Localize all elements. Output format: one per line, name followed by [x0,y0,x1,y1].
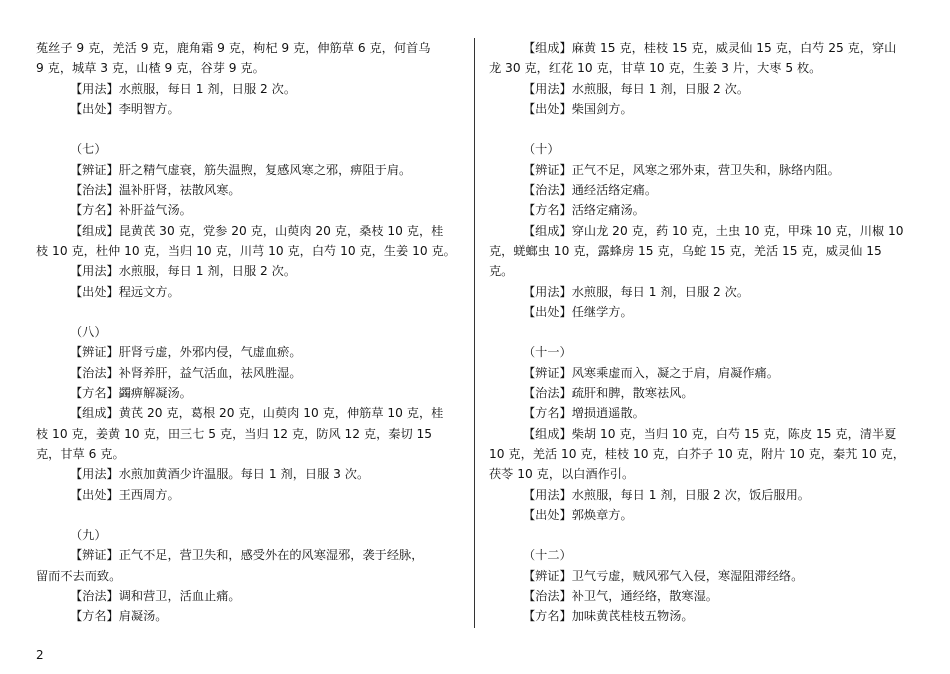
text-line: 【用法】水煎加黄酒少许温服。每日 1 剂，日服 3 次。 [70,467,370,482]
paragraph-gap [489,525,915,545]
text-line: 【出处】任继学方。 [523,304,633,319]
text-line: 【辨证】正气不足，风寒之邪外束，营卫失和，脉络内阻。 [523,162,840,177]
text-line: 【组成】昆黄芪 30 克，党参 20 克，山萸肉 20 克，桑枝 10 克，桂 [70,223,444,238]
text-line: 【方名】补肝益气汤。 [70,203,192,218]
text-line: 【治法】温补肝肾，祛散风寒。 [70,183,241,198]
text-line: 【辨证】风寒乘虚而入，凝之于肩，肩凝作痛。 [523,365,779,380]
paragraph-gap [36,505,464,525]
text-line: （十一） [523,345,572,360]
text-line: 【方名】肩凝汤。 [70,609,168,624]
text-line: 克，甘草 6 克。 [36,446,125,461]
text-line: 【用法】水煎服，每日 1 剂，日服 2 次。 [70,264,297,279]
text-line: 【方名】加味黄芪桂枝五物汤。 [523,609,694,624]
text-line: （八） [70,325,107,340]
text-line: 留而不去而致。 [36,568,122,583]
text-line: 枝 10 克，杜仲 10 克，当归 10 克，川芎 10 克，白芍 10 克，生姜 10 克。 [36,243,456,258]
text-line: 【方名】增损逍遥散。 [523,406,645,421]
text-line: （十二） [523,548,572,563]
text-line: 克，蜣螂虫 10 克，露蜂房 15 克，乌蛇 15 克，羌活 15 克，威灵仙 15 [489,243,882,258]
text-line: 菟丝子 9 克，羌活 9 克，鹿角霜 9 克，枸杞 9 克，伸筋草 6 克，何首乌 [36,41,431,55]
text-line: 茯苓 10 克，以白酒作引。 [489,467,635,482]
text-line: 【治法】调和营卫，活血止痛。 [70,589,241,604]
text-line: 【辨证】肝肾亏虚，外邪内侵，气虚血瘀。 [70,345,302,360]
text-line: 【用法】水煎服，每日 1 剂，日服 2 次。 [523,81,750,96]
text-line: 【辨证】正气不足，营卫失和，感受外在的风寒湿邪，袭于经脉， [70,548,424,563]
text-line: 【治法】补卫气，通经络，散寒湿。 [523,589,718,604]
left-column [36,38,464,627]
text-line: （九） [70,528,107,543]
text-line: 【出处】郭焕章方。 [523,507,633,522]
text-line: 【治法】通经活络定痛。 [523,183,658,198]
text-line: 【出处】程远文方。 [70,284,180,299]
text-line: 【出处】李明智方。 [70,101,180,116]
text-line: 【治法】疏肝和脾，散寒祛风。 [523,386,694,401]
text-line: （七） [70,142,107,157]
text-line: 【组成】穿山龙 20 克，药 10 克，土虫 10 克，甲珠 10 克，川椒 10 [523,223,904,238]
text-line: 【治法】补肾养肝，益气活血，祛风胜湿。 [70,365,302,380]
paragraph-gap [489,119,915,139]
text-line: 龙 30 克，红花 10 克，甘草 10 克，生姜 3 片，大枣 5 枚。 [489,61,822,76]
text-line: 【用法】水煎服，每日 1 剂，日服 2 次，饭后服用。 [523,487,810,502]
column-divider [474,38,475,628]
text-line: 【组成】柴胡 10 克，当归 10 克，白芍 15 克，陈皮 15 克，清半夏 [523,426,897,441]
text-line: 【方名】活络定痛汤。 [523,203,645,218]
text-line: 【用法】水煎服，每日 1 剂，日服 2 次。 [70,81,297,96]
text-line: 【方名】蠲痹解凝汤。 [70,386,192,401]
text-line: （十） [523,142,560,157]
page-number: 2 [36,648,44,662]
text-line: 【辨证】卫气亏虚，贼风邪气入侵，寒湿阻滞经络。 [523,568,804,583]
paragraph-gap [36,302,464,322]
text-line: 9 克，城草 3 克，山楂 9 克，谷芽 9 克。 [36,61,265,76]
text-line: 枝 10 克，姜黄 10 克，田三七 5 克，当归 12 克，防风 12 克，秦切 15 [36,426,433,441]
text-line: 【出处】王西周方。 [70,487,180,502]
text-line: 克。 [489,264,514,279]
text-line: 【用法】水煎服，每日 1 剂，日服 2 次。 [523,284,750,299]
text-line: 【组成】黄芪 20 克，葛根 20 克，山萸肉 10 克，伸筋草 10 克，桂 [70,406,444,421]
text-line: 【出处】柴国剑方。 [523,101,633,116]
text-line: 【组成】麻黄 15 克，桂枝 15 克，威灵仙 15 克，白芍 25 克，穿山 [523,41,897,55]
right-column [489,38,915,627]
paragraph-gap [36,119,464,139]
paragraph-gap [489,322,915,342]
text-line: 【辨证】肝之精气虚衰，筋失温煦，复感风寒之邪，痹阻于肩。 [70,162,412,177]
text-line: 10 克，羌活 10 克，桂枝 10 克，白芥子 10 克，附片 10 克，秦艽 10 克， [489,446,905,461]
